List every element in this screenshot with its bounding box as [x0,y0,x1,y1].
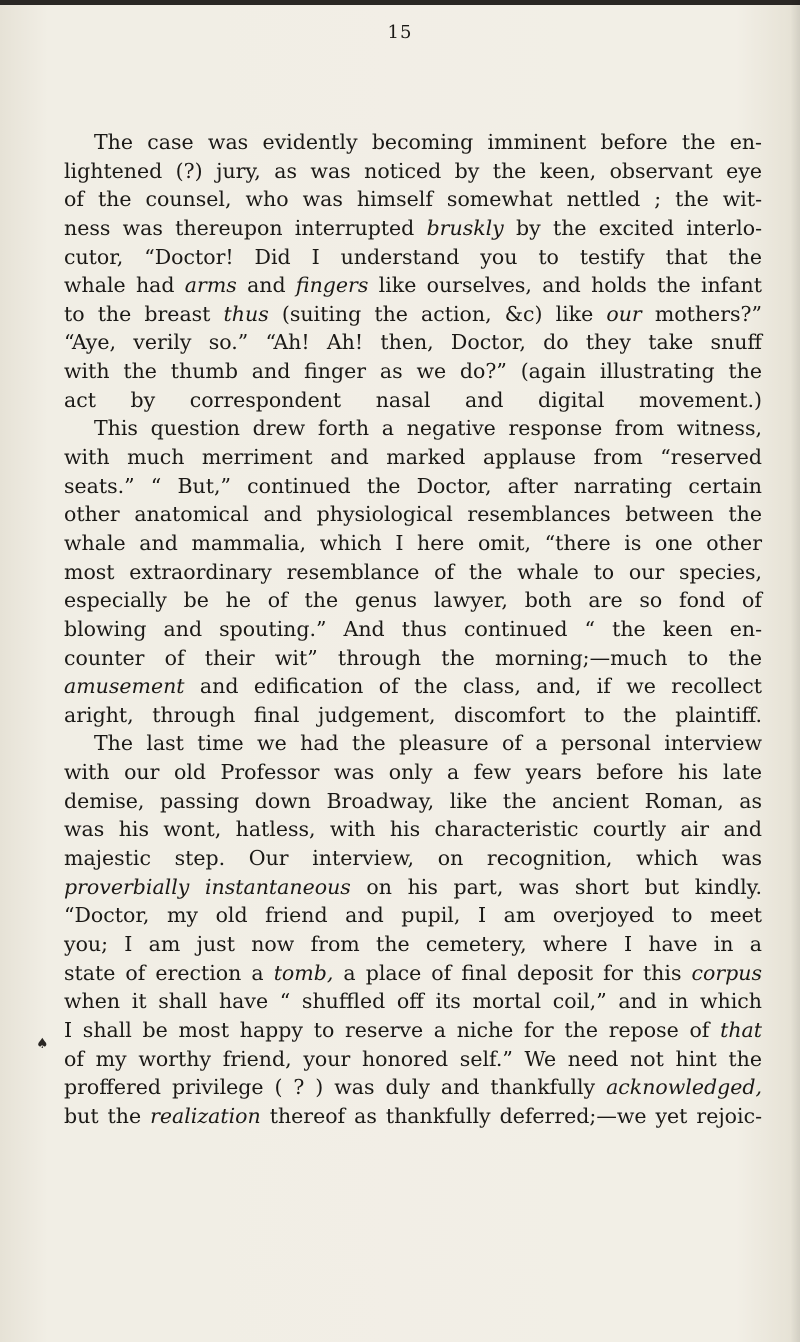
italic-text: that [720,1017,762,1042]
text-line [64,615,762,644]
text-segment: when it shall have “ shuffled off its mortal coil,” and in which [64,989,762,1014]
text-line [64,701,762,730]
text-segment: I shall be most happy to reserve a niche for the repose of [64,1017,721,1042]
italic-text: amusement [64,674,185,699]
text-segment: This question drew forth a negative response from witness, [94,416,762,441]
text-line [64,300,762,329]
text-segment: mothers?” [641,301,762,326]
text-line [64,386,762,415]
text-segment: seats.” “ But,” continued the Doctor, after narrating certain [64,473,762,498]
page-top-edge [0,0,800,5]
text-segment: was his wont, hatless, with his characteristic courtly air and [64,817,762,842]
text-line [64,414,762,443]
italic-text: acknowledged, [606,1075,762,1100]
text-segment: most extraordinary resemblance of the whale to our species, [64,559,762,584]
text-segment: whale and mammalia, which I here omit, “there is one other [64,530,762,555]
text-segment: majestic step. Our interview, on recognition, which was [64,846,762,871]
text-segment: “Aye, verily so.” “Ah! Ah! then, Doctor, do they take snuff [64,330,762,355]
text-segment: lightened (?) jury, as was noticed by the keen, observant eye [64,158,762,183]
text-line [64,787,762,816]
text-segment: on his part, was short but kindly. [350,874,762,899]
italic-text: arms [184,273,237,298]
text-line [64,328,762,357]
text-segment: of my worthy friend, your honored self.” We need not hint the [64,1046,762,1071]
text-segment: with much merriment and marked applause from “reserved [64,445,762,470]
italic-text: realization [150,1103,261,1128]
text-segment: by the excited interlo- [503,215,762,240]
text-line [64,729,762,758]
text-segment: especially be he of the genus lawyer, both are so fond of [64,588,762,613]
text-segment: like ourselves, and holds the infant [368,273,762,298]
text-line [64,930,762,959]
text-line [64,959,762,988]
italic-text: corpus [691,960,763,985]
text-segment: cutor, “Doctor! Did I understand you to testify that the [64,244,762,269]
text-segment: “Doctor, my old friend and pupil, I am overjoyed to meet [64,903,762,928]
text-segment: ness was thereupon interrupted [64,215,427,240]
text-line [64,214,762,243]
text-segment: but the [64,1103,151,1128]
text-segment: act by correspondent nasal and digital movement.) [64,387,762,412]
text-line [64,1073,762,1102]
text-segment: whale had [64,273,185,298]
text-line [64,672,762,701]
text-line [64,586,762,615]
text-line [64,815,762,844]
text-line [64,644,762,673]
text-line [64,1045,762,1074]
text-segment: a place of final deposit for this [333,960,692,985]
text-segment: you; I am just now from the cemetery, where I have in a [64,931,762,956]
text-line [64,1016,762,1045]
text-segment: with our old Professor was only a few years before his late [64,760,762,785]
text-segment: proffered privilege ( ? ) was duly and thankfully [64,1075,607,1100]
body-text [64,128,762,1130]
text-line [64,500,762,529]
text-line [64,844,762,873]
italic-text: tomb, [273,960,334,985]
text-segment: counter of their wit” through the morning;—much to the [64,645,762,670]
italic-text: our [606,301,642,326]
text-line [64,185,762,214]
text-line [64,987,762,1016]
text-line [64,472,762,501]
text-line [64,1102,762,1131]
text-line [64,529,762,558]
text-line [64,901,762,930]
italic-text: bruskly [426,215,504,240]
text-segment: and [236,273,296,298]
text-line [64,128,762,157]
italic-text: thus [223,301,269,326]
text-segment: state of erection a [64,960,274,985]
margin-mark: ♠ [36,1036,49,1052]
italic-text: proverbially instantaneous [64,874,351,899]
text-segment: and edification of the class, and, if we recollect [184,674,762,699]
text-line [64,157,762,186]
text-segment: of the counsel, who was himself somewhat nettled ; the wit- [64,187,762,212]
text-segment: with the thumb and finger as we do?” (again illustrating the [64,359,762,384]
text-segment: The last time we had the pleasure of a personal interview [94,731,762,756]
text-line [64,243,762,272]
text-segment: to the breast [64,301,224,326]
text-line [64,443,762,472]
page-number: 15 [387,22,413,43]
text-segment: aright, through final judgement, discomfort to the plaintiff. [64,702,762,727]
text-segment: thereof as thankfully deferred;—we yet rejoic- [260,1103,762,1128]
text-line [64,271,762,300]
italic-text: fingers [295,273,369,298]
text-segment: blowing and spouting.” And thus continued “ the keen en- [64,616,762,641]
text-segment: other anatomical and physiological resemblances between the [64,502,762,527]
text-segment: demise, passing down Broadway, like the ancient Roman, as [64,788,762,813]
text-line [64,758,762,787]
text-line [64,873,762,902]
text-segment: (suiting the action, &c) like [268,301,607,326]
text-line [64,357,762,386]
text-segment: The case was evidently becoming imminent before the en- [94,130,762,154]
text-line [64,558,762,587]
page-right-shadow [790,0,800,1342]
